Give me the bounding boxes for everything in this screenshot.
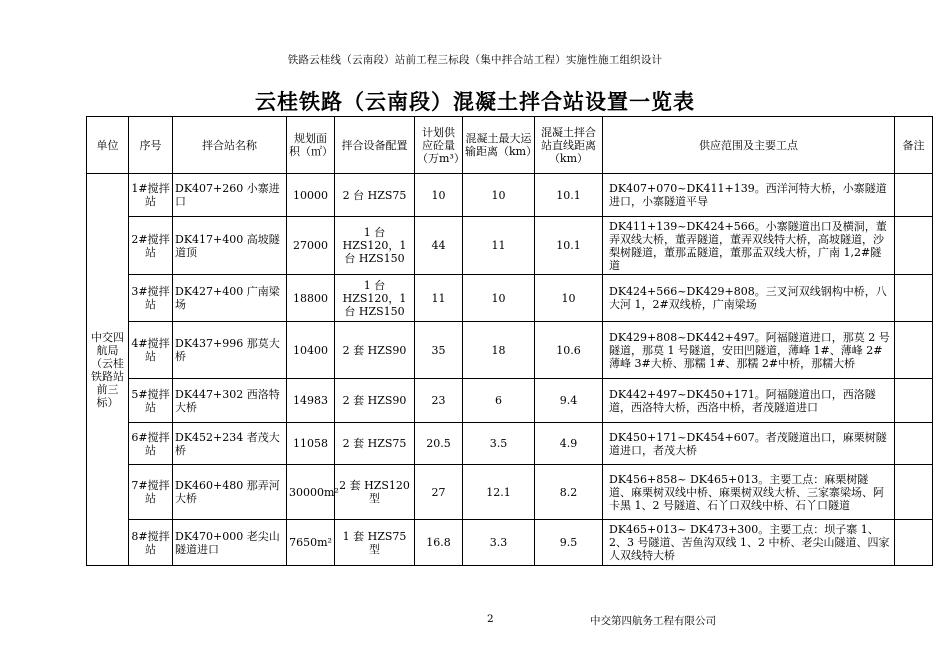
col-header-max-dist: 混凝土最大运输距离（km）	[463, 117, 535, 174]
row-note	[895, 465, 933, 520]
row-no: 2#搅拌站	[129, 217, 173, 275]
row-area: 30000m²	[287, 465, 335, 520]
row-name: DK452+234 者茂大桥	[173, 423, 287, 465]
table-row	[87, 174, 933, 217]
row-max-dist: 11	[463, 217, 535, 275]
row-equipment: 2 台 HZS75	[335, 174, 415, 217]
col-header-no: 序号	[129, 117, 173, 174]
table-row	[87, 520, 933, 566]
row-equipment: 2 套 HZS120 型	[335, 465, 415, 520]
row-no: 3#搅拌站	[129, 275, 173, 322]
row-area: 10000	[287, 174, 335, 217]
row-equipment: 1 台 HZS120，1 台 HZS150	[335, 275, 415, 322]
row-area: 14983	[287, 379, 335, 423]
row-note	[895, 174, 933, 217]
row-range: DK450+171~DK454+607。者茂隧道出口，麻栗树隧道进口，者茂大桥	[603, 423, 895, 465]
row-area: 10400	[287, 322, 335, 379]
row-name: DK407+260 小寨进口	[173, 174, 287, 217]
row-range: DK465+013~ DK473+300。主要工点：坝子寨 1、2、3 号隧道、苦鱼沟双线 1、2 中桥、老尖山隧道、四家人双线特大桥	[603, 520, 895, 566]
row-straight-dist: 4.9	[535, 423, 603, 465]
row-straight-dist: 8.2	[535, 465, 603, 520]
row-note	[895, 379, 933, 423]
row-equipment: 2 套 HZS90	[335, 379, 415, 423]
row-max-dist: 3.3	[463, 520, 535, 566]
row-straight-dist: 9.4	[535, 379, 603, 423]
row-range: DK407+070~DK411+139。西洋河特大桥，小寨隧道进口，小寨隧道平导	[603, 174, 895, 217]
row-area: 7650m²	[287, 520, 335, 566]
col-header-name: 拌合站名称	[173, 117, 287, 174]
table-row	[87, 322, 933, 379]
col-header-unit: 单位	[87, 117, 129, 174]
row-range: DK442+497~DK450+171。阿福隧道出口，西洛隧道，西洛特大桥，西洛中桥，者茂隧道进口	[603, 379, 895, 423]
row-supply: 44	[415, 217, 463, 275]
row-max-dist: 12.1	[463, 465, 535, 520]
row-supply: 23	[415, 379, 463, 423]
unit-cell: 中交四航局（云桂铁路站前三标）	[87, 174, 129, 566]
row-max-dist: 10	[463, 275, 535, 322]
row-equipment: 1 套 HZS75 型	[335, 520, 415, 566]
row-max-dist: 10	[463, 174, 535, 217]
row-supply: 35	[415, 322, 463, 379]
row-straight-dist: 10.1	[535, 217, 603, 275]
row-straight-dist: 10	[535, 275, 603, 322]
row-range: DK456+858~ DK465+013。主要工点：麻栗树隧道、麻栗树双线中桥、麻栗树双线大桥、三家寨梁场、阿卡黑 1、2 号隧道、石丫口双线中桥、石丫口隧道	[603, 465, 895, 520]
row-area: 11058	[287, 423, 335, 465]
row-name: DK417+400 高坡隧道顶	[173, 217, 287, 275]
row-supply: 16.8	[415, 520, 463, 566]
row-no: 4#搅拌站	[129, 322, 173, 379]
table-row	[87, 379, 933, 423]
row-supply: 20.5	[415, 423, 463, 465]
running-header: 铁路云桂线（云南段）站前工程三标段（集中拌合站工程）实施性施工组织设计	[287, 54, 663, 66]
batching-plant-table	[86, 116, 933, 566]
col-header-note: 备注	[895, 117, 933, 174]
row-no: 8#搅拌站	[129, 520, 173, 566]
page-number: 2	[487, 613, 494, 625]
row-max-dist: 3.5	[463, 423, 535, 465]
table-row	[87, 217, 933, 275]
col-header-straight-dist: 混凝土拌合站直线距离（km）	[535, 117, 603, 174]
row-note	[895, 520, 933, 566]
row-area: 27000	[287, 217, 335, 275]
row-name: DK470+000 老尖山隧道进口	[173, 520, 287, 566]
row-no: 5#搅拌站	[129, 379, 173, 423]
row-note	[895, 423, 933, 465]
row-straight-dist: 9.5	[535, 520, 603, 566]
col-header-supply: 计划供应砼量（万m³）	[415, 117, 463, 174]
row-equipment: 2 套 HZS75	[335, 423, 415, 465]
row-no: 1#搅拌站	[129, 174, 173, 217]
row-range: DK429+808~DK442+497。阿福隧道进口，那莫 2 号隧道，那莫 1 号隧道，安田凹隧道，薄峰 1#、薄峰 2#薄峰 3#大桥、那糯 1#、那糯 2#中桥，那糯大桥	[603, 322, 895, 379]
row-name: DK460+480 那弄河大桥	[173, 465, 287, 520]
row-no: 7#搅拌站	[129, 465, 173, 520]
col-header-equipment: 拌合设备配置	[335, 117, 415, 174]
row-name: DK447+302 西洛特大桥	[173, 379, 287, 423]
table-header-row	[87, 117, 933, 174]
row-straight-dist: 10.1	[535, 174, 603, 217]
row-supply: 27	[415, 465, 463, 520]
row-area: 18800	[287, 275, 335, 322]
row-equipment: 1 台 HZS120，1 台 HZS150	[335, 217, 415, 275]
row-range: DK424+566~DK429+808。三叉河双线钢构中桥，八大河 1，2#双线桥，广南梁场	[603, 275, 895, 322]
row-supply: 10	[415, 174, 463, 217]
row-name: DK427+400 广南梁场	[173, 275, 287, 322]
col-header-range: 供应范围及主要工点	[603, 117, 895, 174]
row-note	[895, 322, 933, 379]
row-note	[895, 275, 933, 322]
table-row	[87, 275, 933, 322]
table-row	[87, 423, 933, 465]
row-max-dist: 18	[463, 322, 535, 379]
row-max-dist: 6	[463, 379, 535, 423]
table-title: 云桂铁路（云南段）混凝土拌合站设置一览表	[255, 89, 695, 114]
table-row	[87, 465, 933, 520]
row-supply: 11	[415, 275, 463, 322]
row-straight-dist: 10.6	[535, 322, 603, 379]
row-name: DK437+996 那莫大桥	[173, 322, 287, 379]
row-equipment: 2 套 HZS90	[335, 322, 415, 379]
row-no: 6#搅拌站	[129, 423, 173, 465]
col-header-area: 规划面积（㎡）	[287, 117, 335, 174]
row-range: DK411+139~DK424+566。小寨隧道出口及横洞，董弄双线大桥，董弄隧道，董弄双线特大桥，高坡隧道，沙梨树隧道，董那孟隧道，董那孟双线大桥，广南 1,2#隧道	[603, 217, 895, 275]
footer-company: 中交第四航务工程有限公司	[590, 615, 716, 627]
row-note	[895, 217, 933, 275]
